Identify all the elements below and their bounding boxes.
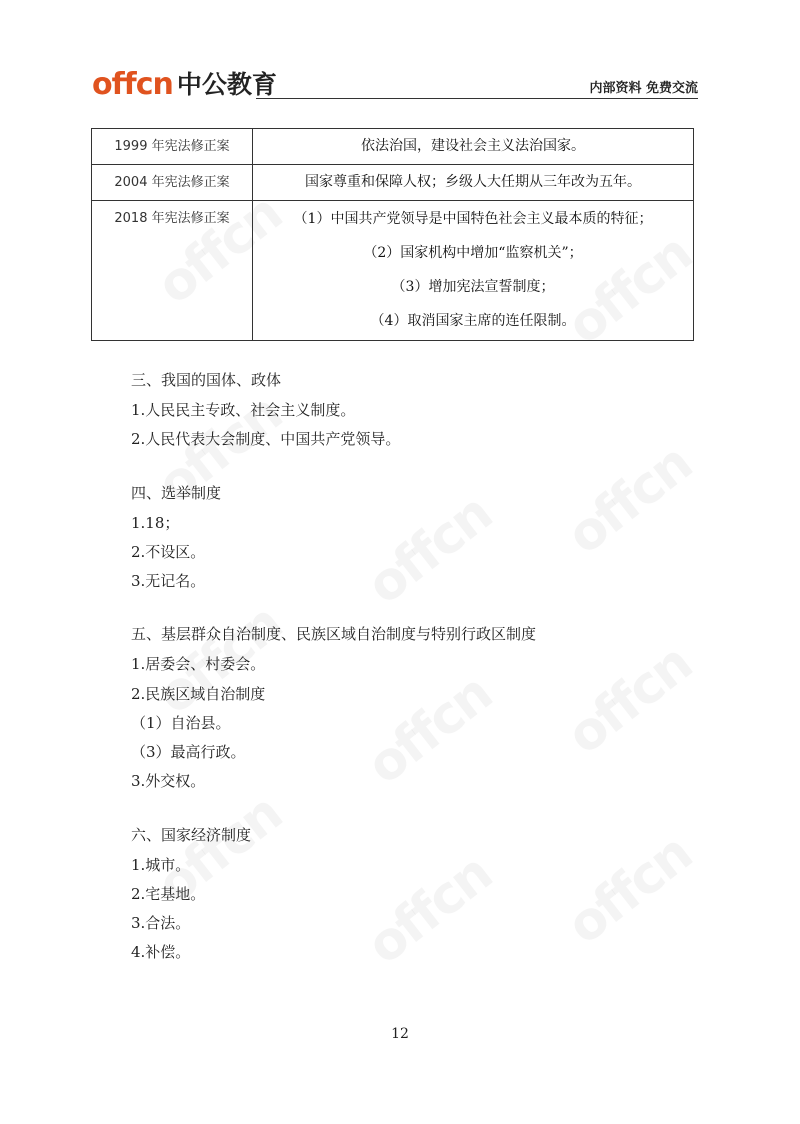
offcn-logo (92, 62, 277, 102)
amendment-line: （4）取消国家主席的连任限制。 (370, 313, 576, 329)
table-row (92, 129, 694, 165)
offcn-watermark (556, 824, 702, 957)
offcn-watermark (556, 434, 702, 567)
section-heading: 五、基层群众自治制度、民族区域自治制度与特别行政区制度 (131, 625, 537, 643)
offcn-watermark (356, 844, 502, 977)
list-item: 2.民族区域自治制度 (131, 685, 266, 703)
table-row (92, 165, 694, 201)
offcn-watermark (356, 664, 502, 797)
list-item: 1.人民民主专政、社会主义制度。 (131, 401, 356, 419)
logo-chinese-text: 中公教育 (176, 70, 277, 99)
amendment-line: 国家尊重和保障人权；乡级人大任期从三年改为五年。 (305, 174, 641, 190)
list-item: 3.合法。 (131, 914, 191, 932)
list-item: 4.补偿。 (131, 943, 191, 961)
amendment-year: 2004 年宪法修正案 (92, 165, 253, 201)
amendment-year: 2018 年宪法修正案 (92, 201, 253, 341)
page-number: 12 (391, 1026, 409, 1042)
amendment-line: （1）中国共产党领导是中国特色社会主义最本质的特征； (293, 211, 653, 227)
list-item: 1.18； (131, 514, 180, 532)
list-item: （1）自治县。 (131, 714, 231, 732)
logo-latin-text: offcn (92, 67, 173, 102)
amendment-content (253, 129, 694, 165)
amendment-content (253, 201, 694, 341)
amendment-line: 依法治国，建设社会主义法治国家。 (361, 138, 585, 154)
section-heading: 三、我国的国体、政体 (131, 371, 282, 389)
offcn-watermark (356, 484, 502, 617)
list-item: 1.城市。 (131, 856, 191, 874)
list-item: 1.居委会、村委会。 (131, 655, 266, 673)
list-item: （3）最高行政。 (131, 743, 246, 761)
amendment-content (253, 165, 694, 201)
list-item: 2.宅基地。 (131, 885, 206, 903)
header-tagline: 内部资料 免费交流 (589, 81, 698, 96)
table-row (92, 201, 694, 341)
list-item: 2.不设区。 (131, 543, 206, 561)
list-item: 3.外交权。 (131, 772, 206, 790)
amendment-line: （2）国家机构中增加“监察机关”； (363, 245, 583, 261)
header-rule (256, 98, 698, 99)
section-heading: 六、国家经济制度 (131, 826, 252, 844)
list-item: 3.无记名。 (131, 572, 206, 590)
section-heading: 四、选举制度 (131, 484, 222, 502)
amendment-table (91, 128, 694, 341)
offcn-watermark (556, 634, 702, 767)
amendment-line: （3）增加宪法宣誓制度； (391, 279, 555, 295)
amendment-year: 1999 年宪法修正案 (92, 129, 253, 165)
list-item: 2.人民代表大会制度、中国共产党领导。 (131, 430, 401, 448)
page-header (92, 62, 698, 102)
